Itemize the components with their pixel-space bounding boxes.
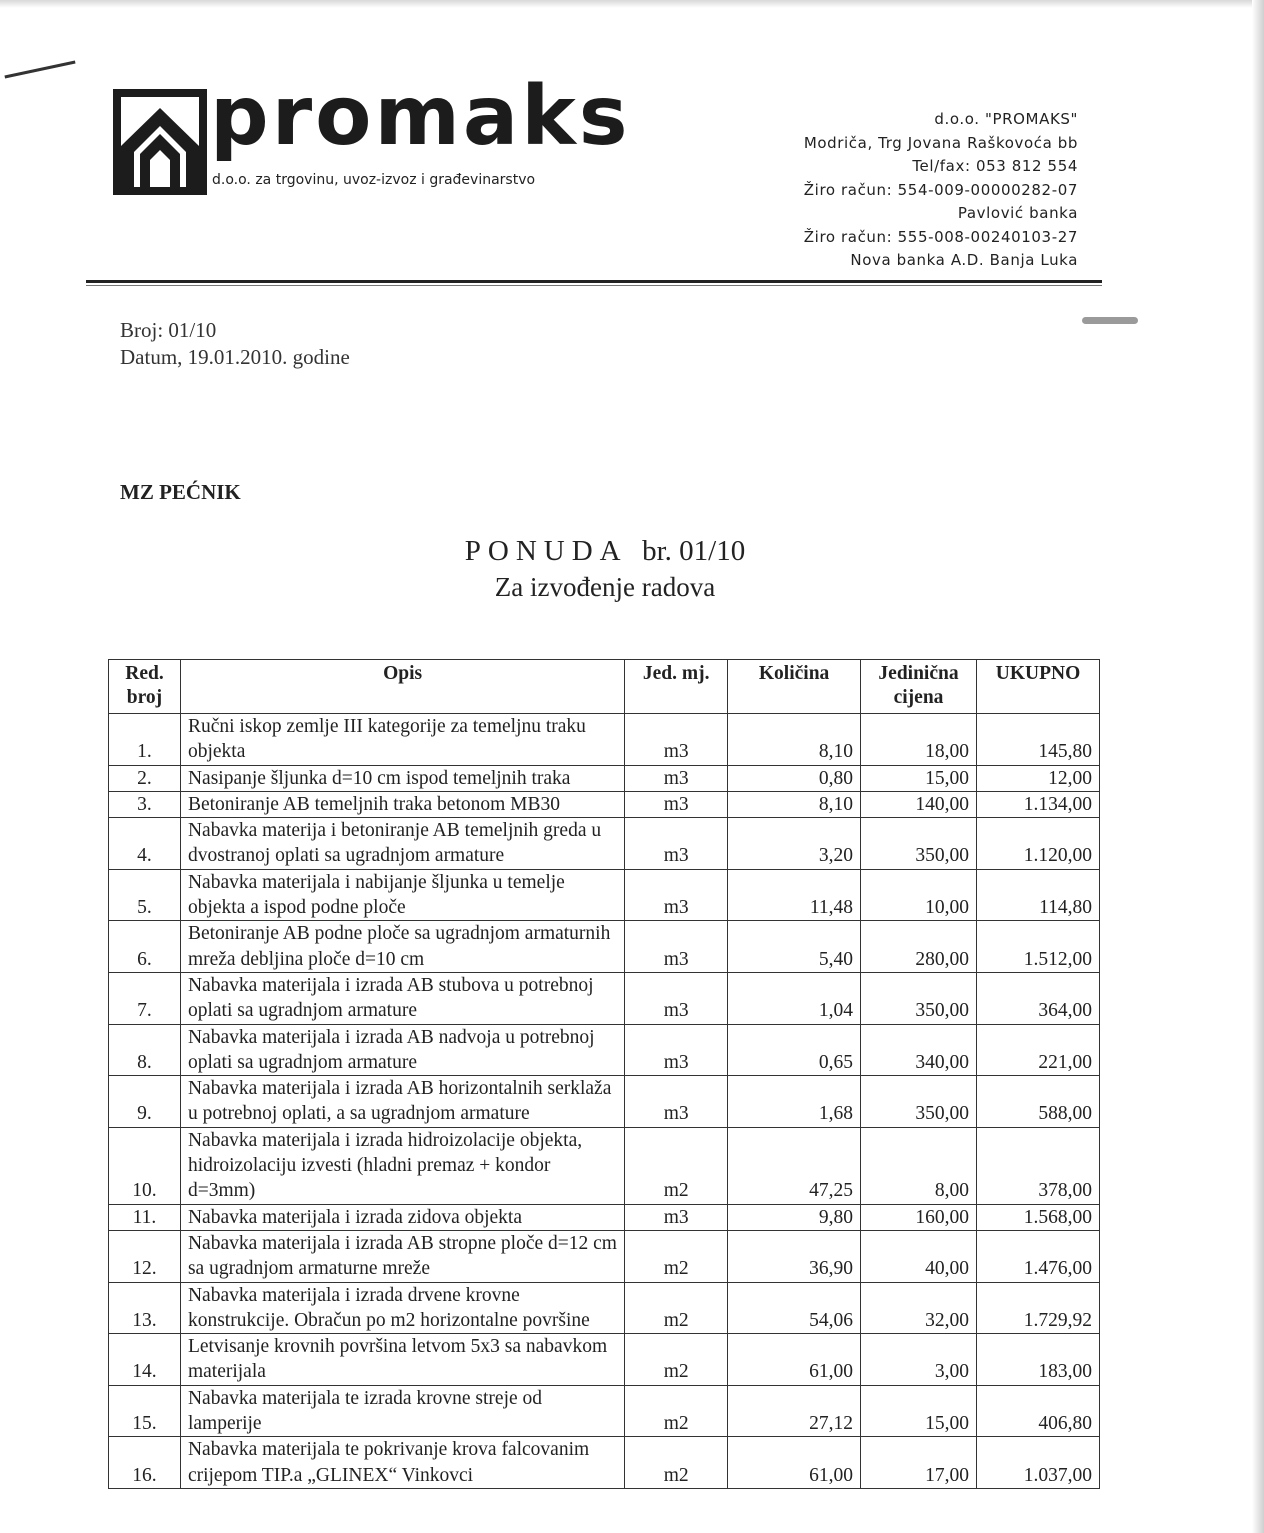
cell-unit: m3 (625, 1076, 728, 1128)
header-unit: Jed. mj. (625, 660, 728, 714)
cell-qty: 0,80 (728, 765, 861, 791)
document-date: Datum, 19.01.2010. godine (120, 345, 350, 369)
cell-no: 4. (109, 818, 181, 870)
cell-desc: Nabavka materijala i izrada AB stropne ploče d=12 cm sa ugradnjom armaturne mreže (180, 1230, 624, 1282)
cell-desc: Nabavka materijala i izrada hidroizolacije objekta, hidroizolaciju izvesti (hladni premaz + kondor d=3mm) (180, 1127, 624, 1204)
cell-qty: 9,80 (728, 1204, 861, 1230)
cell-unit: m3 (625, 714, 728, 766)
cell-total: 1.729,92 (977, 1282, 1100, 1334)
header-price: Jedinična cijena (861, 660, 977, 714)
cell-total: 12,00 (977, 765, 1100, 791)
cell-no: 9. (109, 1076, 181, 1128)
cell-desc: Nabavka materija i betoniranje AB temeljnih greda u dvostranoj oplati sa ugradnjom armature (180, 818, 624, 870)
company-account-1: Žiro račun: 554-009-00000282-07 (803, 180, 1078, 199)
table-row (109, 972, 1100, 1024)
cell-price: 18,00 (861, 714, 977, 766)
cell-price: 15,00 (861, 1385, 977, 1437)
cell-total: 588,00 (977, 1076, 1100, 1128)
cell-qty: 8,10 (728, 714, 861, 766)
cell-price: 350,00 (861, 972, 977, 1024)
cell-qty: 11,48 (728, 869, 861, 921)
cell-total: 114,80 (977, 869, 1100, 921)
table-row (109, 869, 1100, 921)
company-account-2: Žiro račun: 555-008-00240103-27 (803, 227, 1078, 246)
cell-desc: Nabavka materijala i izrada AB nadvoja u potrebnoj oplati sa ugradnjom armature (180, 1024, 624, 1076)
cell-price: 15,00 (861, 765, 977, 791)
cell-desc: Nabavka materijala i nabijanje šljunka u temelje objekta a ispod podne ploče (180, 869, 624, 921)
cell-price: 32,00 (861, 1282, 977, 1334)
cell-qty: 5,40 (728, 921, 861, 973)
table-row (109, 818, 1100, 870)
cell-price: 140,00 (861, 791, 977, 817)
offer-table (108, 659, 1100, 1489)
cell-total: 1.476,00 (977, 1230, 1100, 1282)
cell-no: 16. (109, 1437, 181, 1489)
cell-price: 340,00 (861, 1024, 977, 1076)
table-row (109, 714, 1100, 766)
cell-no: 13. (109, 1282, 181, 1334)
cell-no: 8. (109, 1024, 181, 1076)
cell-price: 160,00 (861, 1204, 977, 1230)
cell-price: 17,00 (861, 1437, 977, 1489)
cell-qty: 1,04 (728, 972, 861, 1024)
company-phone: Tel/fax: 053 812 554 (912, 157, 1078, 175)
header-total: UKUPNO (977, 660, 1100, 714)
cell-total: 364,00 (977, 972, 1100, 1024)
cell-total: 1.134,00 (977, 791, 1100, 817)
cell-desc: Nabavka materijala te izrada krovne streje od lamperije (180, 1385, 624, 1437)
cell-desc: Nabavka materijala i izrada AB horizontalnih serklaža u potrebnoj oplati, a sa ugradnjom armature (180, 1076, 624, 1128)
offer-title-word: PONUDA (464, 535, 628, 567)
cell-unit: m2 (625, 1437, 728, 1489)
table-row (109, 1204, 1100, 1230)
cell-total: 378,00 (977, 1127, 1100, 1204)
header-no: Red. broj (109, 660, 181, 714)
cell-unit: m3 (625, 921, 728, 973)
cell-qty: 3,20 (728, 818, 861, 870)
table-row (109, 1127, 1100, 1204)
table-row (109, 1230, 1100, 1282)
cell-price: 350,00 (861, 1076, 977, 1128)
cell-price: 10,00 (861, 869, 977, 921)
promaks-logo-mark-icon (110, 86, 210, 198)
table-header-row (109, 660, 1100, 714)
cell-total: 221,00 (977, 1024, 1100, 1076)
cell-no: 12. (109, 1230, 181, 1282)
table-body (109, 714, 1100, 1489)
cell-unit: m3 (625, 1024, 728, 1076)
company-info (804, 108, 1078, 273)
cell-price: 8,00 (861, 1127, 977, 1204)
table-row (109, 1385, 1100, 1437)
cell-qty: 61,00 (728, 1334, 861, 1386)
company-bank-2: Nova banka A.D. Banja Luka (850, 251, 1078, 269)
offer-subtitle: Za izvođenje radova (494, 572, 716, 602)
company-address: Modriča, Trg Jovana Raškovoća bb (803, 133, 1078, 152)
cell-total: 406,80 (977, 1385, 1100, 1437)
recipient: MZ PEĆNIK (120, 480, 241, 504)
cell-unit: m2 (625, 1127, 728, 1204)
cell-unit: m3 (625, 1204, 728, 1230)
cell-unit: m3 (625, 765, 728, 791)
cell-desc: Betoniranje AB temeljnih traka betonom MB30 (180, 791, 624, 817)
cell-no: 6. (109, 921, 181, 973)
cell-total: 183,00 (977, 1334, 1100, 1386)
offer-title-number: br. 01/10 (642, 535, 746, 567)
table-row (109, 791, 1100, 817)
cell-total: 1.512,00 (977, 921, 1100, 973)
cell-qty: 36,90 (728, 1230, 861, 1282)
cell-price: 40,00 (861, 1230, 977, 1282)
table-row (109, 765, 1100, 791)
cell-unit: m2 (625, 1230, 728, 1282)
document-number: Broj: 01/10 (120, 318, 217, 342)
cell-unit: m2 (625, 1385, 728, 1437)
cell-desc: Ručni iskop zemlje III kategorije za temeljnu traku objekta (180, 714, 624, 766)
cell-unit: m3 (625, 869, 728, 921)
cell-unit: m3 (625, 818, 728, 870)
company-bank-1: Pavlović banka (957, 204, 1078, 222)
header-divider-thin (86, 285, 1102, 286)
scan-mark (4, 61, 75, 79)
cell-qty: 61,00 (728, 1437, 861, 1489)
cell-total: 1.037,00 (977, 1437, 1100, 1489)
cell-no: 14. (109, 1334, 181, 1386)
cell-desc: Nasipanje šljunka d=10 cm ispod temeljnih traka (180, 765, 624, 791)
cell-no: 5. (109, 869, 181, 921)
cell-unit: m2 (625, 1282, 728, 1334)
cell-desc: Letvisanje krovnih površina letvom 5x3 sa nabavkom materijala (180, 1334, 624, 1386)
cell-qty: 47,25 (728, 1127, 861, 1204)
cell-unit: m3 (625, 972, 728, 1024)
offer-title (0, 535, 1210, 568)
scan-edge-top (0, 0, 1264, 8)
table-row (109, 1437, 1100, 1489)
table-row (109, 1282, 1100, 1334)
table-row (109, 1334, 1100, 1386)
logo-tagline: d.o.o. za trgovinu, uvoz-izvoz i građevinarstvo (212, 172, 536, 188)
table-row (109, 1024, 1100, 1076)
cell-price: 3,00 (861, 1334, 977, 1386)
table-row (109, 1076, 1100, 1128)
cell-price: 280,00 (861, 921, 977, 973)
cell-qty: 0,65 (728, 1024, 861, 1076)
cell-unit: m3 (625, 791, 728, 817)
cell-desc: Nabavka materijala te pokrivanje krova falcovanim crijepom TIP.a „GLINEX“ Vinkovci (180, 1437, 624, 1489)
scan-smudge (1082, 317, 1138, 324)
cell-desc: Nabavka materijala i izrada zidova objekta (180, 1204, 624, 1230)
cell-qty: 54,06 (728, 1282, 861, 1334)
cell-qty: 8,10 (728, 791, 861, 817)
company-logo (110, 69, 631, 198)
cell-no: 15. (109, 1385, 181, 1437)
cell-qty: 27,12 (728, 1385, 861, 1437)
cell-total: 145,80 (977, 714, 1100, 766)
cell-unit: m2 (625, 1334, 728, 1386)
cell-no: 2. (109, 765, 181, 791)
company-name: d.o.o. "PROMAKS" (934, 110, 1078, 128)
cell-no: 1. (109, 714, 181, 766)
cell-no: 7. (109, 972, 181, 1024)
cell-no: 3. (109, 791, 181, 817)
cell-desc: Nabavka materijala i izrada AB stubova u potrebnoj oplati sa ugradnjom armature (180, 972, 624, 1024)
document-meta (120, 317, 350, 371)
logo-wordmark: promaks (210, 69, 631, 164)
cell-no: 11. (109, 1204, 181, 1230)
cell-desc: Nabavka materijala i izrada drvene krovne konstrukcije. Obračun po m2 horizontalne površine (180, 1282, 624, 1334)
cell-price: 350,00 (861, 818, 977, 870)
header-desc: Opis (180, 660, 624, 714)
cell-total: 1.568,00 (977, 1204, 1100, 1230)
header-divider (86, 280, 1102, 283)
table-row (109, 921, 1100, 973)
cell-desc: Betoniranje AB podne ploče sa ugradnjom armaturnih mreža debljina ploče d=10 cm (180, 921, 624, 973)
header-qty: Količina (728, 660, 861, 714)
cell-no: 10. (109, 1127, 181, 1204)
cell-qty: 1,68 (728, 1076, 861, 1128)
cell-total: 1.120,00 (977, 818, 1100, 870)
scan-edge-right (1252, 0, 1264, 1533)
